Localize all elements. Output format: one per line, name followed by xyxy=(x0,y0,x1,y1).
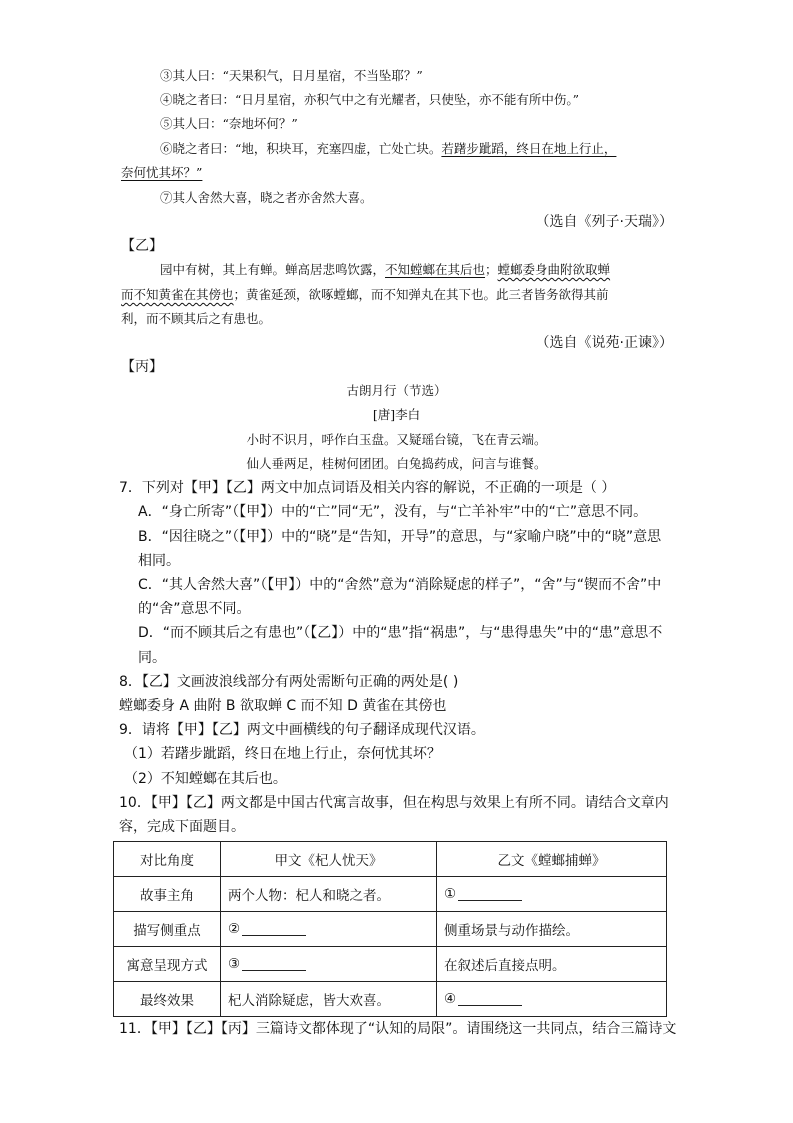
answer-blank[interactable] xyxy=(458,886,522,901)
table-header-row xyxy=(114,842,667,877)
comparison-table xyxy=(113,841,667,1017)
table-row xyxy=(114,877,667,912)
blank-number: ④ xyxy=(444,991,457,1007)
q7-option-b: B．“因往晓之”（【甲】）中的“晓”是“告知，开导”的意思，与“家喻户晓”中的“晓”意思 xyxy=(138,529,662,545)
bing-label: 【丙】 xyxy=(121,359,163,375)
jia-para-6-cont xyxy=(121,163,202,183)
table-cell: 最终效果 xyxy=(114,982,221,1017)
table-header-cell: 甲文《杞人忧天》 xyxy=(221,842,437,877)
answer-blank[interactable] xyxy=(242,956,306,971)
jia-para-7: ⑦其人舍然大喜，晓之者亦舍然大喜。 xyxy=(160,190,373,205)
q11-stem: 11．【甲】【乙】【丙】三篇诗文都体现了“认知的局限”。请围绕这一共同点，结合三篇诗文 xyxy=(119,1021,677,1037)
yi-line-1 xyxy=(160,260,610,280)
q7-option-d-cont: 同。 xyxy=(138,650,166,666)
yi-label: 【乙】 xyxy=(121,238,163,254)
jia-source: （选自《列子·天瑞》） xyxy=(535,214,673,230)
q7-option-a: A．“身亡所寄”（【甲】）中的“亡”同“无”，没有，与“亡羊补牢”中的“亡”意思不同。 xyxy=(138,504,648,520)
table-row xyxy=(114,912,667,947)
bing-verse-1: 小时不识月，呼作白玉盘。又疑瑶台镜，飞在青云端。 xyxy=(246,432,547,447)
answer-blank[interactable] xyxy=(242,921,306,936)
jia-underlined-sentence-cont: 奈何忧其坏？” xyxy=(121,165,203,180)
q7-option-d: D．“而不顾其后之有患也”（【乙】）中的“患”指“祸患”，与“患得患失”中的“患”意思不 xyxy=(138,625,663,641)
q10-stem: 10．【甲】【乙】两文都是中国古代寓言故事，但在构思与效果上有所不同。请结合文章内 xyxy=(119,795,669,811)
table-row xyxy=(114,982,667,1017)
bing-verse-2: 仙人垂两足，桂树何团团。白兔捣药成，问言与谁餐。 xyxy=(246,456,547,471)
yi-underlined-sentence: 不知螳螂在其后也 xyxy=(385,262,486,277)
table-cell: 描写侧重点 xyxy=(114,912,221,947)
jia-para-3: ③其人曰：“天果积气，日月星宿，不当坠耶？” xyxy=(160,68,423,83)
jia-underlined-sentence: 若躇步跐蹈，终日在地上行止， xyxy=(441,141,617,156)
yi-source: （选自《说苑·正谏》） xyxy=(535,335,673,351)
jia-para-4: ④晓之者曰：“日月星宿，亦积气中之有光耀者，只使坠，亦不能有所中伤。” xyxy=(160,92,580,107)
table-header-cell: 乙文《螳螂捕蝉》 xyxy=(437,842,667,877)
table-cell: 两个人物：杞人和晓之者。 xyxy=(221,877,437,912)
q7-stem: 7．下列对【甲】【乙】两文中加点词语及相关内容的解说，不正确的一项是（ ） xyxy=(119,480,616,496)
q9-sentence-2: （2）不知螳螂在其后也。 xyxy=(124,771,287,787)
table-cell-blank[interactable] xyxy=(437,982,667,1017)
yi-text: 园中有树，其上有蝉。蝉高居悲鸣饮露， xyxy=(160,262,386,277)
table-cell: 寓意呈现方式 xyxy=(114,947,221,982)
table-cell-blank[interactable] xyxy=(437,877,667,912)
jia-para-5: ⑤其人曰：“奈地坏何？” xyxy=(160,116,298,131)
bing-author: [唐]李白 xyxy=(372,407,421,422)
table-cell: 故事主角 xyxy=(114,877,221,912)
yi-line-2 xyxy=(121,285,609,305)
blank-number: ③ xyxy=(228,956,241,972)
table-cell-blank[interactable] xyxy=(221,912,437,947)
q7-option-c: C．“其人舍然大喜”（【甲】）中的“舍然”意为“消除疑虑的样子”，“舍”与“锲而不舍”中 xyxy=(138,577,662,593)
q10-stem-cont: 容，完成下面题目。 xyxy=(119,819,245,835)
bing-title: 古朗月行（节选） xyxy=(346,383,447,398)
q8-options: 螳螂委身 A 曲附 B 欲取蝉 C 而不知 D 黄雀在其傍也 xyxy=(119,698,447,714)
table-row xyxy=(114,947,667,982)
q9-stem: 9．请将【甲】【乙】两文中画横线的句子翻译成现代汉语。 xyxy=(119,722,485,738)
jia-para-6 xyxy=(160,139,616,159)
jia-para-6-text: ⑥晓之者曰：“地，积块耳，充塞四虚，亡处亡块。 xyxy=(160,141,442,156)
answer-blank[interactable] xyxy=(458,991,522,1006)
yi-wavy-line-cont: 而不知黄雀在其傍也 xyxy=(121,287,234,302)
table-cell: 侧重场景与动作描绘。 xyxy=(437,912,667,947)
table-cell: 杞人消除疑虑，皆大欢喜。 xyxy=(221,982,437,1017)
yi-wavy-line: 螳螂委身曲附欲取蝉 xyxy=(497,262,611,277)
yi-text: ； xyxy=(485,262,498,277)
yi-line-3: 利，而不顾其后之有患也。 xyxy=(121,311,272,326)
table-cell: 在叙述后直接点明。 xyxy=(437,947,667,982)
q8-stem: 8．【乙】文画波浪线部分有两处需断句正确的两处是( ) xyxy=(119,674,459,690)
q7-option-c-cont: 的“舍”意思不同。 xyxy=(138,601,251,617)
yi-text: ；黄雀延颈，欲啄螳螂，而不知弹丸在其下也。此三者皆务欲得其前 xyxy=(233,287,609,302)
blank-number: ② xyxy=(228,921,241,937)
q9-sentence-1: （1）若躇步跐蹈，终日在地上行止，奈何忧其坏？ xyxy=(124,746,441,762)
table-cell-blank[interactable] xyxy=(221,947,437,982)
q7-option-b-cont: 相同。 xyxy=(138,553,180,569)
table-header-cell: 对比角度 xyxy=(114,842,221,877)
blank-number: ① xyxy=(444,886,457,902)
